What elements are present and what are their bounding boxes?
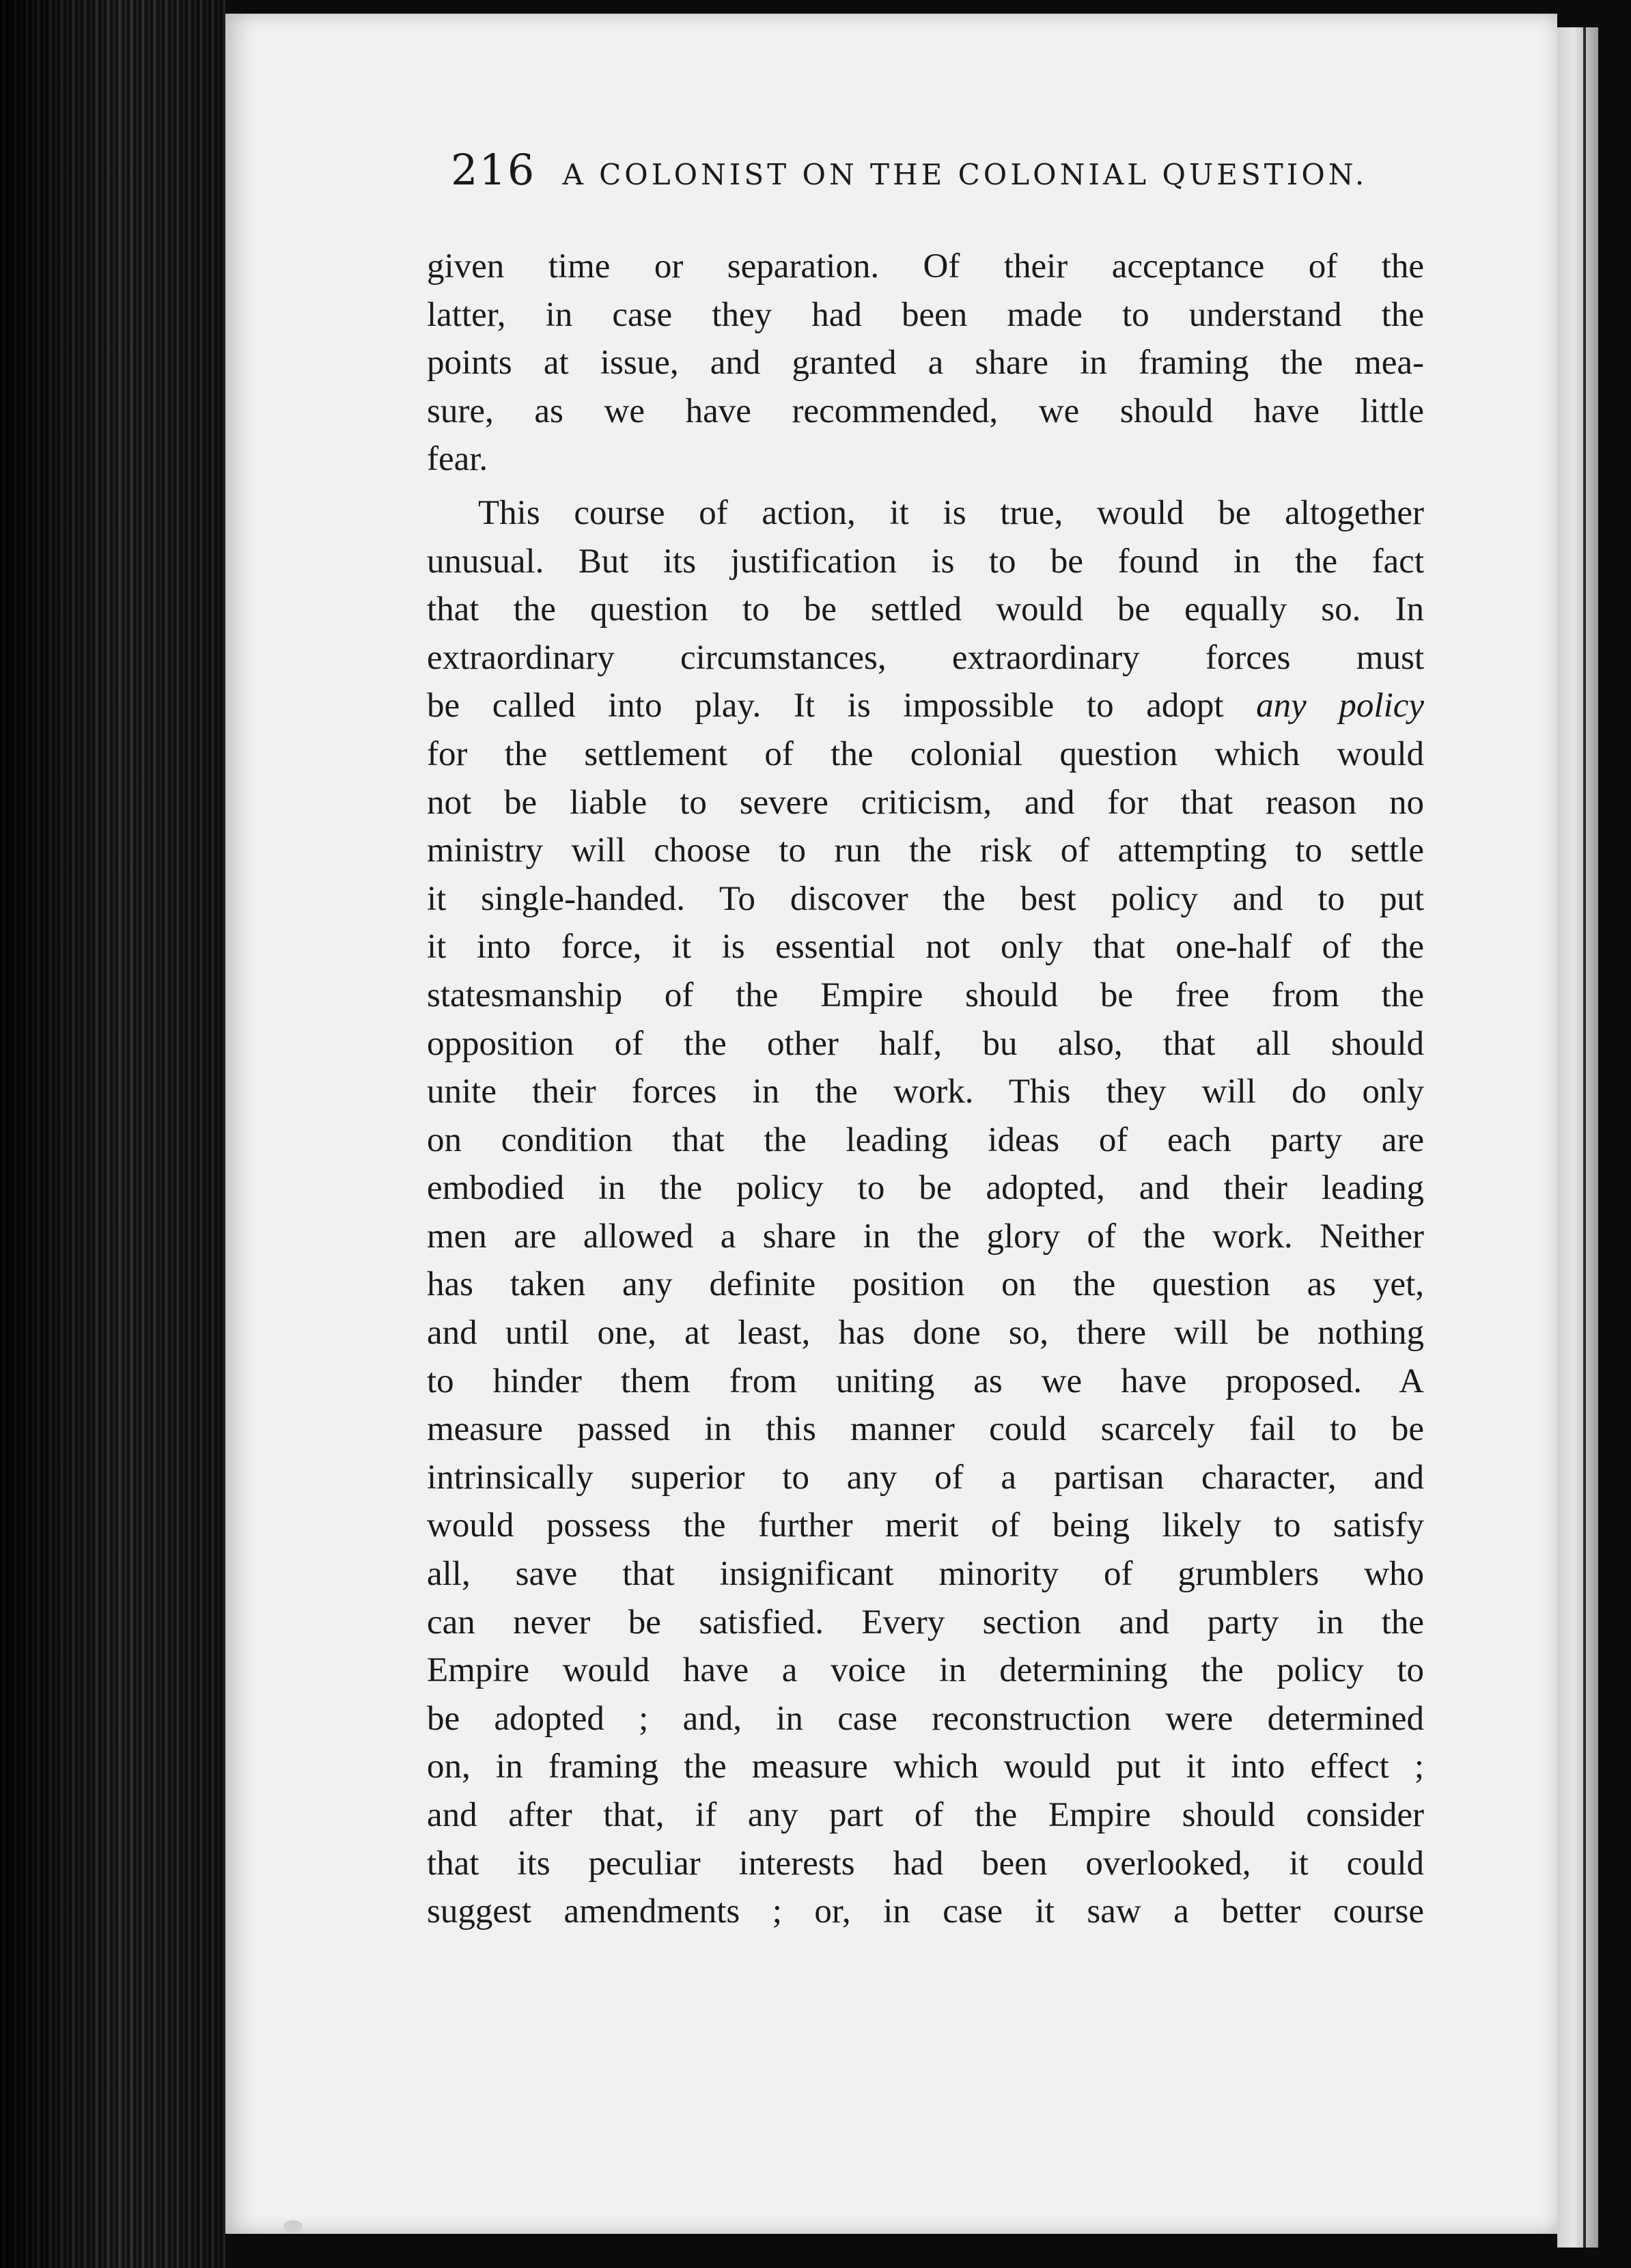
text-line: be adopted ; and, in case reconstruction were determined [427, 1699, 1424, 1738]
text-line: that its peculiar interests had been overlooked, it could [427, 1844, 1424, 1883]
text-line: for the settlement of the colonial question which would [427, 734, 1424, 773]
text-line: has taken any definite position on the question as yet, [427, 1265, 1424, 1304]
text-line: This course of action, it is true, would be altogether [478, 493, 1424, 532]
text-line: unusual. But its justification is to be found in the fact [427, 542, 1424, 581]
text-line: latter, in case they had been made to understand the [427, 295, 1424, 334]
text-line: that the question to be settled would be equally so. In [427, 590, 1424, 629]
text-line: unite their forces in the work. This they will do only [427, 1073, 1424, 1111]
text-line: extraordinary circumstances, extraordinary forces must [427, 638, 1424, 677]
text-line: to hinder them from uniting as we have proposed. A [427, 1361, 1424, 1400]
text-segment: be called into play. It is impossible to adopt [427, 687, 1224, 725]
text-line: points at issue, and granted a share in framing the mea- [427, 344, 1424, 383]
text-line: Empire would have a voice in determining the policy to [427, 1651, 1424, 1690]
page-number: 216 [451, 145, 536, 195]
text-line: intrinsically superior to any of a partisan character, and [427, 1458, 1424, 1497]
text-line: can never be satisfied. Every section and party in the [427, 1603, 1424, 1642]
italic-phrase: any policy [1256, 687, 1425, 725]
text-line: not be liable to severe criticism, and for that reason no [427, 783, 1424, 822]
body-text [427, 243, 1424, 1936]
text-line: measure passed in this manner could scarcely fail to be [427, 1410, 1424, 1449]
text-line: embodied in the policy to be adopted, and their leading [427, 1169, 1424, 1208]
text-line: all, save that insignificant minority of grumblers who [427, 1555, 1424, 1594]
text-line: and until one, at least, has done so, there will be nothing [427, 1314, 1424, 1353]
text-line: opposition of the other half, bu also, that all should [427, 1024, 1424, 1063]
text-line: on condition that the leading ideas of each party are [427, 1120, 1424, 1159]
text-line: fear. [427, 440, 488, 479]
fore-edge-shadow-line [1583, 27, 1586, 2248]
text-line: sure, as we have recommended, we should have little [427, 391, 1424, 430]
text-line: and after that, if any part of the Empire should consider [427, 1796, 1424, 1834]
text-line: statesmanship of the Empire should be free from the [427, 976, 1424, 1014]
text-line: suggest amendments ; or, in case it saw a better course [427, 1892, 1424, 1931]
text-line-with-italic [427, 682, 1424, 730]
text-line: it into force, it is essential not only that one-half of the [427, 928, 1424, 967]
text-line: given time or separation. Of their acceptance of the [427, 247, 1424, 286]
text-line: men are allowed a share in the glory of the work. Neither [427, 1217, 1424, 1256]
binding-shadow [0, 0, 225, 2268]
text-line: would possess the further merit of being likely to satisfy [427, 1506, 1424, 1545]
running-title: A COLONIST ON THE COLONIAL QUESTION. [562, 158, 1368, 191]
running-header [451, 145, 1368, 220]
page-fore-edge [1557, 27, 1598, 2248]
ink-blot [283, 2220, 303, 2232]
text-line: ministry will choose to run the risk of attempting to settle [427, 831, 1424, 870]
text-line: it single-handed. To discover the best policy and to put [427, 879, 1424, 918]
paragraph-gap [427, 484, 1424, 489]
text-line: on, in framing the measure which would put it into effect ; [427, 1747, 1424, 1786]
